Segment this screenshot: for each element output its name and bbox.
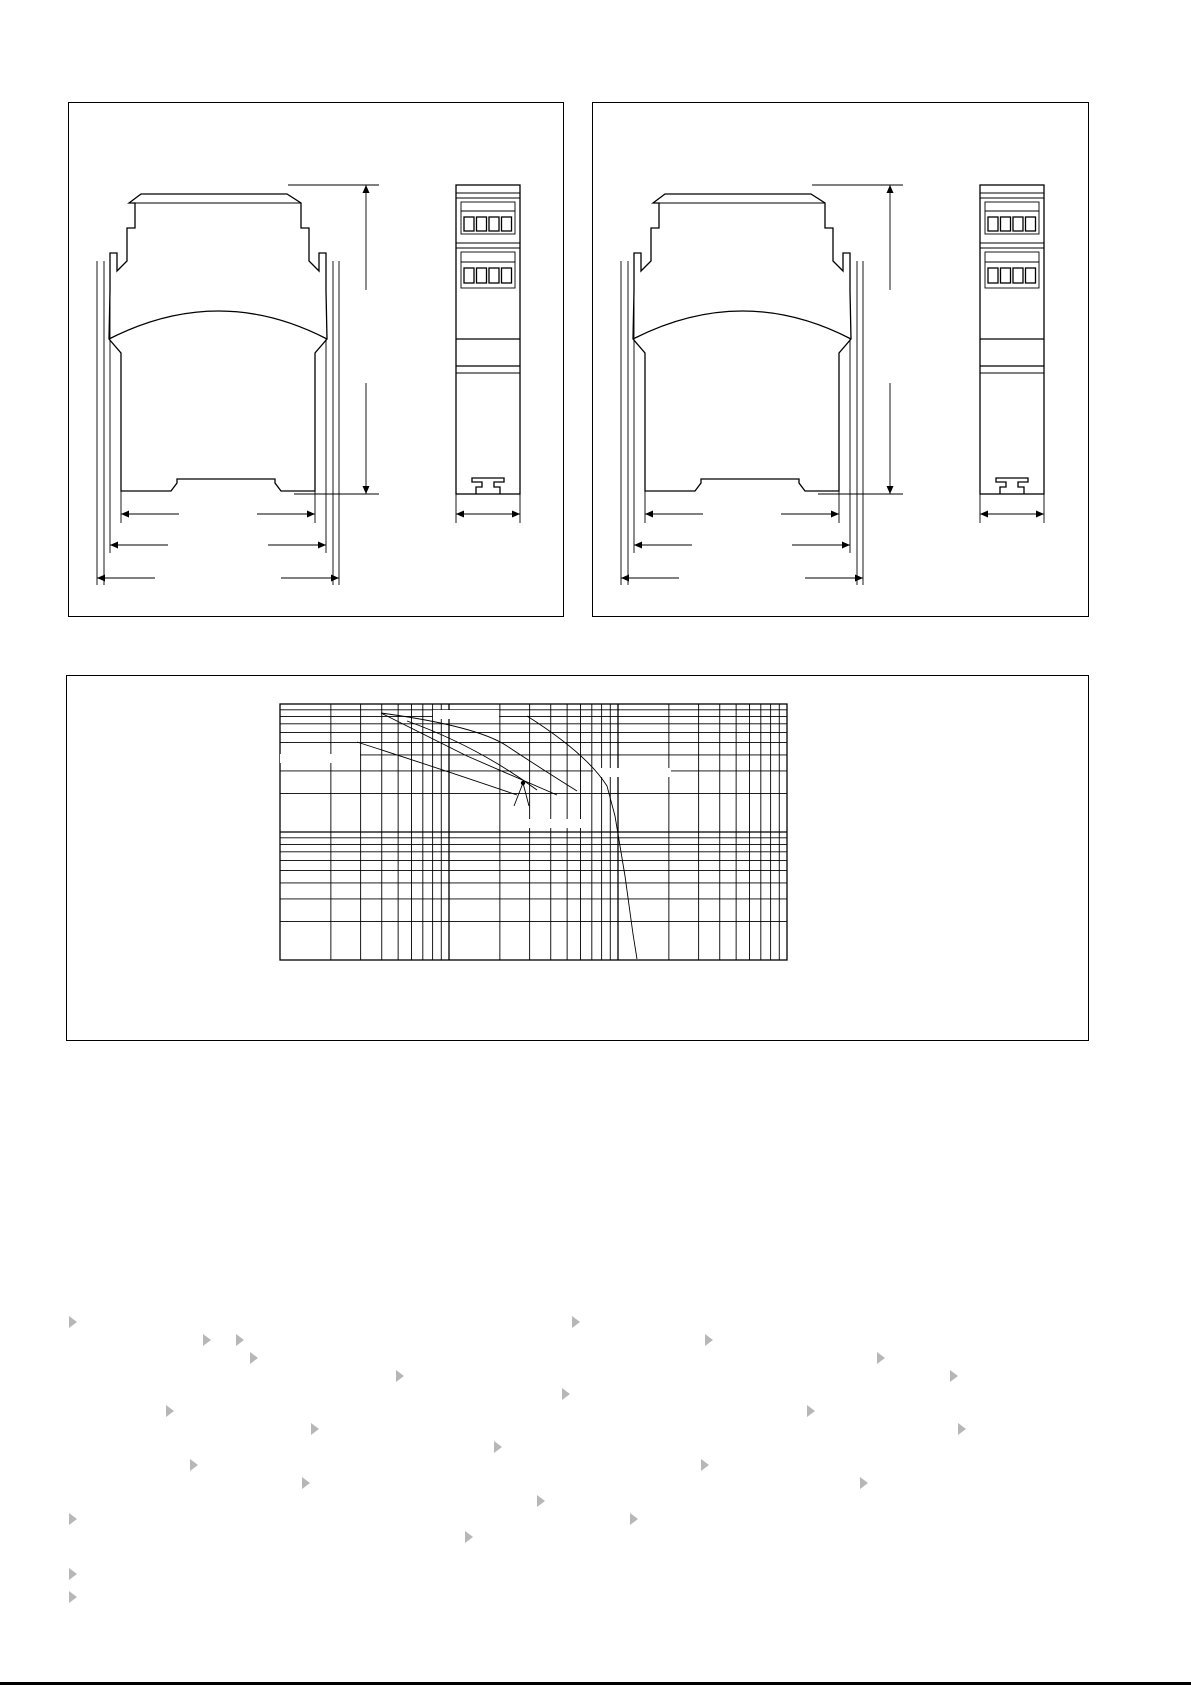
terminal-slot [502,217,512,231]
arrowhead [363,486,370,494]
terminal-slot [1001,268,1011,283]
triangle-right-icon [630,1513,638,1525]
operating-point [521,781,525,785]
arrowhead [831,511,839,518]
triangle-right-icon [562,1388,570,1400]
arrowhead [645,511,653,518]
arrowhead [307,511,315,518]
terminal-block-top [461,202,515,234]
arrowhead [887,185,894,193]
triangle-right-icon [860,1477,868,1489]
terminal-slot [988,217,998,231]
label-box [593,768,671,777]
arrowhead [110,542,118,549]
arrowhead [121,511,129,518]
arrowhead [980,511,988,518]
label-box [280,754,360,763]
arrowhead [634,542,642,549]
arrowhead [1036,511,1044,518]
housing-front-outline [633,194,851,491]
terminal-slot [988,268,998,283]
terminal-slot [477,217,487,231]
terminal-block-top [985,202,1039,234]
triangle-right-icon [69,1316,77,1328]
dimension-drawing-panel-left [68,102,564,617]
din-rail-clip [996,478,1028,494]
terminal-slot [489,217,499,231]
graph-panel [66,675,1089,1041]
arrowhead [363,185,370,193]
leader-line [523,783,529,806]
arrowhead [331,575,339,582]
terminal-slot [1001,217,1011,231]
terminal-slot [1013,217,1023,231]
triangle-right-icon [302,1477,310,1489]
arrowhead [456,511,464,518]
terminal-slot [1013,268,1023,283]
din-rail-clip [472,478,504,494]
arrowhead [512,511,520,518]
terminal-slot [489,268,499,283]
arrowhead [97,575,105,582]
triangle-right-icon [701,1459,709,1471]
triangle-right-icon [950,1370,958,1382]
dimension-drawing-panel-right [592,102,1089,617]
terminal-slot [1026,268,1036,283]
curve [381,713,557,795]
housing-front-curve [633,311,851,339]
bullet-list-area [0,1300,1191,1630]
terminal-slot [464,268,474,283]
triangle-right-icon [69,1591,77,1603]
bullet-markers [0,1300,1191,1630]
housing-dimension-drawing-1 [69,103,565,618]
curve [357,742,517,795]
triangle-right-icon [705,1334,713,1346]
label-box [522,819,587,828]
triangle-right-icon [250,1352,258,1364]
arrowhead [621,575,629,582]
triangle-right-icon [69,1513,77,1525]
arrowhead [318,542,326,549]
triangle-right-icon [203,1334,211,1346]
curve [381,713,577,791]
terminal-slot [464,217,474,231]
triangle-right-icon [311,1423,319,1435]
terminal-slot [1026,217,1036,231]
terminal-slot [502,268,512,283]
terminal-slot [477,268,487,283]
housing-front-curve [109,311,327,339]
housing-front-outline [109,194,327,491]
triangle-right-icon [166,1405,174,1417]
triangle-right-icon [236,1334,244,1346]
triangle-right-icon [537,1495,545,1507]
triangle-right-icon [958,1423,966,1435]
triangle-right-icon [396,1370,404,1382]
triangle-right-icon [807,1405,815,1417]
triangle-right-icon [877,1352,885,1364]
triangle-right-icon [494,1441,502,1453]
triangle-right-icon [572,1316,580,1328]
arrowhead [855,575,863,582]
characteristic-curve-graph [67,676,1090,1042]
triangle-right-icon [190,1459,198,1471]
housing-dimension-drawing-2 [593,103,1090,618]
triangle-right-icon [465,1531,473,1543]
label-box [433,710,499,719]
arrowhead [887,486,894,494]
triangle-right-icon [69,1568,77,1580]
arrowhead [842,542,850,549]
